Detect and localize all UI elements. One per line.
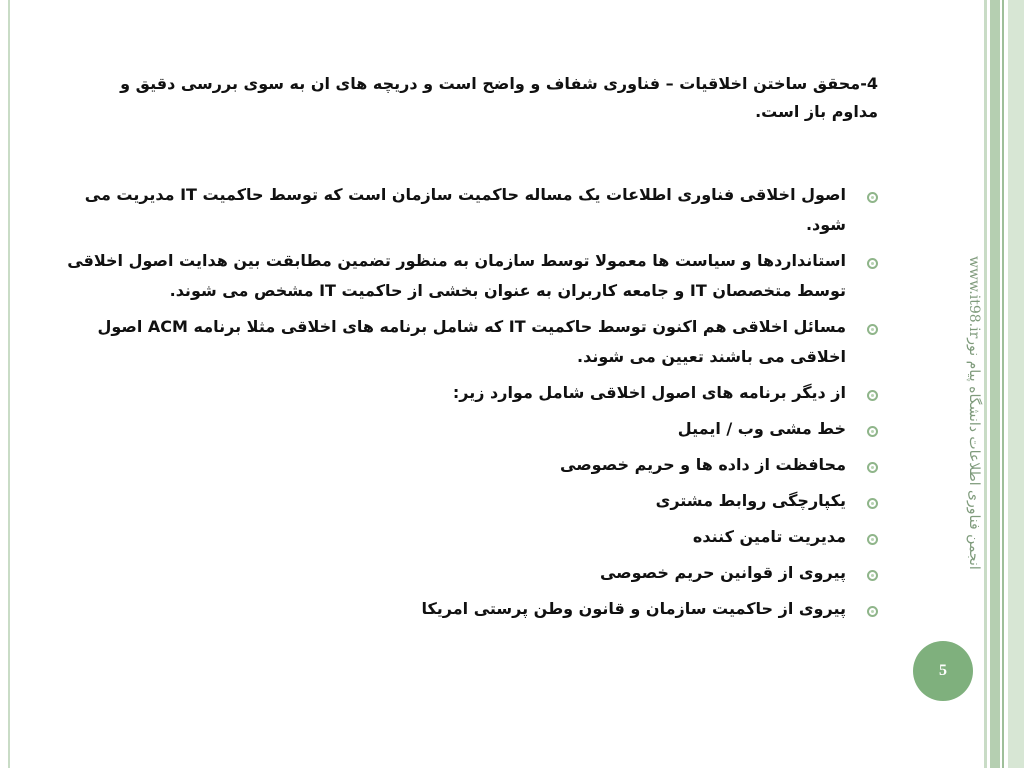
- vertical-footer-text: www.it98.irانجمن فناوری اطلاعات دانشگاه پیام نور: [966, 256, 982, 570]
- list-item-text: خط مشی وب / ایمیل: [677, 419, 846, 438]
- list-item: [60, 522, 880, 552]
- list-item: [60, 558, 880, 588]
- list-item-text: مدیریت تامین کننده: [692, 527, 846, 546]
- left-border-line: [8, 0, 10, 768]
- list-item-text: اصول اخلاقی فناوری اطلاعات یک مساله حاکمیت سازمان است که توسط حاکمیت IT مدیریت می شود.: [84, 185, 846, 234]
- bullet-ring-icon: [867, 534, 878, 545]
- list-item-text: مسائل اخلاقی هم اکنون توسط حاکمیت IT که شامل برنامه های اخلاقی مثلا برنامه ACM اصول اخلاقی می باشند تعیین می شوند.: [97, 317, 846, 366]
- list-item: [60, 378, 880, 408]
- list-item-text: محافظت از داده ها و حریم خصوصی: [560, 455, 846, 474]
- list-item: [60, 594, 880, 624]
- bullet-ring-icon: [867, 498, 878, 509]
- bullet-ring-icon: [867, 462, 878, 473]
- page-number: 5: [939, 662, 947, 679]
- list-item: [60, 414, 880, 444]
- page-number-badge: [913, 641, 973, 701]
- list-item-text: پیروی از حاکمیت سازمان و قانون وطن پرستی امریکا: [421, 599, 846, 618]
- bullet-ring-icon: [867, 426, 878, 437]
- list-item: [60, 450, 880, 480]
- list-item-text: استانداردها و سیاست ها معمولا توسط سازمان به منظور تضمین مطابقت بین هدایت اصول اخلاقی توسط متخصصان IT و جامعه کاربران به عنوان بخشی از حاکمیت IT مشخص می شوند.: [67, 251, 846, 300]
- bullet-ring-icon: [867, 258, 878, 269]
- right-stripe-4: [1008, 0, 1024, 768]
- list-item: [60, 246, 880, 306]
- right-stripe-3: [1002, 0, 1004, 768]
- list-item: [60, 180, 880, 240]
- right-stripe-1: [984, 0, 987, 768]
- bullet-ring-icon: [867, 570, 878, 581]
- bullet-ring-icon: [867, 606, 878, 617]
- list-item-text: یکپارچگی روابط مشتری: [655, 491, 846, 510]
- slide-heading: 4-محقق ساختن اخلاقیات – فناوری شفاف و واضح است و دریچه های ان به سوی بررسی دقیق و مداوم باز است.: [120, 74, 878, 121]
- list-item-text: از دیگر برنامه های اصول اخلاقی شامل موارد زیر:: [452, 383, 846, 402]
- bullet-ring-icon: [867, 192, 878, 203]
- list-item: [60, 312, 880, 372]
- right-stripe-2: [990, 0, 1000, 768]
- bullet-ring-icon: [867, 390, 878, 401]
- bullet-ring-icon: [867, 324, 878, 335]
- bullet-list: [60, 180, 880, 630]
- list-item: [60, 486, 880, 516]
- list-item-text: پیروی از قوانین حریم خصوصی: [599, 563, 846, 582]
